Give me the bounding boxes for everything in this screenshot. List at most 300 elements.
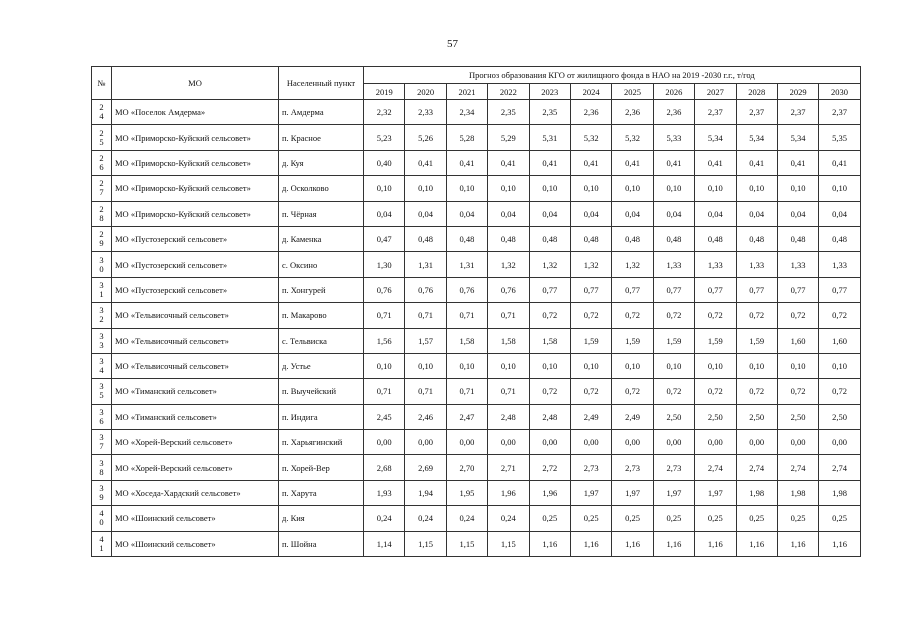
table-row <box>92 531 861 556</box>
value-cell: 0,10 <box>736 353 777 378</box>
mo-cell: МО «Пустозерский сельсовет» <box>112 277 279 302</box>
value-cell: 0,41 <box>405 150 446 175</box>
value-cell: 5,32 <box>612 125 653 150</box>
value-cell: 1,60 <box>819 328 860 353</box>
table-row <box>92 353 861 378</box>
value-cell: 0,04 <box>570 201 611 226</box>
value-cell: 0,00 <box>488 430 529 455</box>
value-cell: 1,33 <box>695 252 736 277</box>
value-cell: 1,16 <box>736 531 777 556</box>
settlement-cell: д. Осколково <box>279 176 364 201</box>
year-header-2022: 2022 <box>488 84 529 100</box>
value-cell: 0,41 <box>777 150 818 175</box>
value-cell: 1,15 <box>446 531 487 556</box>
settlement-cell: п. Амдерма <box>279 100 364 125</box>
mo-cell: МО «Тельвисочный сельсовет» <box>112 303 279 328</box>
value-cell: 0,48 <box>653 226 694 251</box>
value-cell: 0,48 <box>819 226 860 251</box>
value-cell: 1,15 <box>405 531 446 556</box>
row-number-digit: 2 <box>99 152 104 163</box>
value-cell: 2,32 <box>364 100 405 125</box>
value-cell: 0,10 <box>488 353 529 378</box>
row-number-digit: 5 <box>99 136 104 147</box>
value-cell: 0,48 <box>736 226 777 251</box>
year-header-2024: 2024 <box>570 84 611 100</box>
row-number-digit: 8 <box>99 466 104 477</box>
value-cell: 5,28 <box>446 125 487 150</box>
value-cell: 1,30 <box>364 252 405 277</box>
settlement-cell: с. Тельвиска <box>279 328 364 353</box>
table-row <box>92 277 861 302</box>
value-cell: 0,41 <box>570 150 611 175</box>
settlement-cell: п. Красное <box>279 125 364 150</box>
value-cell: 0,41 <box>612 150 653 175</box>
year-header-2027: 2027 <box>695 84 736 100</box>
value-cell: 2,74 <box>819 455 860 480</box>
value-cell: 1,16 <box>529 531 570 556</box>
value-cell: 1,97 <box>612 480 653 505</box>
value-cell: 1,56 <box>364 328 405 353</box>
value-cell: 1,32 <box>570 252 611 277</box>
value-cell: 2,34 <box>446 100 487 125</box>
table-row <box>92 201 861 226</box>
value-cell: 2,36 <box>612 100 653 125</box>
table-row <box>92 252 861 277</box>
value-cell: 1,96 <box>529 480 570 505</box>
value-cell: 1,32 <box>612 252 653 277</box>
table-row <box>92 328 861 353</box>
settlement-cell: д. Устье <box>279 353 364 378</box>
value-cell: 0,72 <box>653 379 694 404</box>
row-number <box>92 201 112 226</box>
value-cell: 2,45 <box>364 404 405 429</box>
value-cell: 0,04 <box>405 201 446 226</box>
value-cell: 1,58 <box>446 328 487 353</box>
value-cell: 2,74 <box>736 455 777 480</box>
row-number-digit: 3 <box>99 305 104 316</box>
row-number <box>92 150 112 175</box>
row-number-digit: 3 <box>99 406 104 417</box>
value-cell: 1,95 <box>446 480 487 505</box>
value-cell: 0,72 <box>570 379 611 404</box>
value-cell: 2,35 <box>529 100 570 125</box>
value-cell: 1,33 <box>819 252 860 277</box>
row-number-digit: 0 <box>99 263 104 274</box>
value-cell: 2,50 <box>695 404 736 429</box>
mo-cell: МО «Приморско-Куйский сельсовет» <box>112 150 279 175</box>
value-cell: 0,77 <box>777 277 818 302</box>
value-cell: 0,77 <box>529 277 570 302</box>
value-cell: 0,41 <box>529 150 570 175</box>
mo-cell: МО «Тиманский сельсовет» <box>112 379 279 404</box>
value-cell: 0,10 <box>612 353 653 378</box>
value-cell: 0,25 <box>529 506 570 531</box>
row-number-digit: 2 <box>99 229 104 240</box>
value-cell: 0,10 <box>736 176 777 201</box>
value-cell: 0,00 <box>777 430 818 455</box>
value-cell: 0,00 <box>446 430 487 455</box>
value-cell: 0,48 <box>488 226 529 251</box>
value-cell: 5,23 <box>364 125 405 150</box>
year-header-2025: 2025 <box>612 84 653 100</box>
value-cell: 0,48 <box>405 226 446 251</box>
year-header-2020: 2020 <box>405 84 446 100</box>
row-number <box>92 277 112 302</box>
value-cell: 0,76 <box>488 277 529 302</box>
value-cell: 1,94 <box>405 480 446 505</box>
table-row <box>92 100 861 125</box>
value-cell: 1,97 <box>653 480 694 505</box>
value-cell: 0,47 <box>364 226 405 251</box>
value-cell: 0,10 <box>488 176 529 201</box>
row-number-digit: 3 <box>99 432 104 443</box>
value-cell: 0,72 <box>653 303 694 328</box>
row-number-digit: 9 <box>99 238 104 249</box>
value-cell: 5,34 <box>736 125 777 150</box>
table-row <box>92 455 861 480</box>
value-cell: 0,10 <box>777 176 818 201</box>
value-cell: 0,40 <box>364 150 405 175</box>
row-number <box>92 379 112 404</box>
row-number-digit: 3 <box>99 279 104 290</box>
value-cell: 0,10 <box>364 176 405 201</box>
value-cell: 0,76 <box>405 277 446 302</box>
value-cell: 0,24 <box>446 506 487 531</box>
settlement-cell: п. Хорей-Вер <box>279 455 364 480</box>
value-cell: 0,72 <box>777 303 818 328</box>
value-cell: 1,16 <box>570 531 611 556</box>
mo-cell: МО «Приморско-Куйский сельсовет» <box>112 201 279 226</box>
value-cell: 0,71 <box>405 379 446 404</box>
settlement-cell: п. Харута <box>279 480 364 505</box>
row-number-digit: 7 <box>99 441 104 452</box>
value-cell: 1,33 <box>777 252 818 277</box>
value-cell: 0,71 <box>364 303 405 328</box>
table-body <box>92 100 861 557</box>
value-cell: 2,50 <box>777 404 818 429</box>
value-cell: 2,47 <box>446 404 487 429</box>
value-cell: 0,24 <box>405 506 446 531</box>
value-cell: 0,04 <box>777 201 818 226</box>
settlement-cell: д. Каменка <box>279 226 364 251</box>
year-header-2021: 2021 <box>446 84 487 100</box>
year-header-2019: 2019 <box>364 84 405 100</box>
col-header-settlement: Населенный пункт <box>279 67 364 100</box>
row-number-digit: 5 <box>99 390 104 401</box>
value-cell: 0,00 <box>405 430 446 455</box>
col-header-forecast: Прогноз образования КГО от жилищного фонда в НАО на 2019 -2030 г.г., т/год <box>364 67 861 84</box>
value-cell: 0,71 <box>488 379 529 404</box>
year-header-2028: 2028 <box>736 84 777 100</box>
row-number <box>92 100 112 125</box>
value-cell: 1,31 <box>405 252 446 277</box>
value-cell: 0,77 <box>819 277 860 302</box>
row-number-digit: 2 <box>99 127 104 138</box>
row-number-digit: 3 <box>99 356 104 367</box>
value-cell: 0,04 <box>364 201 405 226</box>
value-cell: 5,26 <box>405 125 446 150</box>
row-number <box>92 506 112 531</box>
table-row <box>92 506 861 531</box>
value-cell: 0,41 <box>488 150 529 175</box>
settlement-cell: д. Куя <box>279 150 364 175</box>
value-cell: 0,77 <box>612 277 653 302</box>
value-cell: 5,35 <box>819 125 860 150</box>
value-cell: 1,33 <box>653 252 694 277</box>
value-cell: 0,72 <box>736 379 777 404</box>
value-cell: 2,74 <box>777 455 818 480</box>
settlement-cell: с. Оксино <box>279 252 364 277</box>
settlement-cell: п. Выучейский <box>279 379 364 404</box>
table-row <box>92 150 861 175</box>
value-cell: 1,96 <box>488 480 529 505</box>
value-cell: 2,36 <box>653 100 694 125</box>
row-number-digit: 3 <box>99 483 104 494</box>
row-number-digit: 2 <box>99 102 104 113</box>
settlement-cell: п. Индига <box>279 404 364 429</box>
value-cell: 2,37 <box>736 100 777 125</box>
value-cell: 1,58 <box>529 328 570 353</box>
value-cell: 0,72 <box>529 379 570 404</box>
value-cell: 2,68 <box>364 455 405 480</box>
mo-cell: МО «Приморско-Куйский сельсовет» <box>112 176 279 201</box>
table-row <box>92 303 861 328</box>
year-header-2026: 2026 <box>653 84 694 100</box>
row-number <box>92 455 112 480</box>
value-cell: 0,10 <box>405 353 446 378</box>
value-cell: 1,59 <box>736 328 777 353</box>
value-cell: 5,29 <box>488 125 529 150</box>
value-cell: 0,41 <box>653 150 694 175</box>
year-header-2029: 2029 <box>777 84 818 100</box>
row-number-digit: 3 <box>99 457 104 468</box>
value-cell: 0,25 <box>736 506 777 531</box>
row-number <box>92 328 112 353</box>
col-header-number: № <box>92 67 112 100</box>
value-cell: 0,48 <box>612 226 653 251</box>
value-cell: 5,33 <box>653 125 694 150</box>
value-cell: 2,33 <box>405 100 446 125</box>
row-number-digit: 2 <box>99 314 104 325</box>
value-cell: 0,00 <box>529 430 570 455</box>
value-cell: 0,72 <box>529 303 570 328</box>
value-cell: 0,48 <box>695 226 736 251</box>
value-cell: 0,48 <box>777 226 818 251</box>
row-number-digit: 0 <box>99 517 104 528</box>
value-cell: 0,72 <box>819 379 860 404</box>
value-cell: 0,10 <box>570 353 611 378</box>
value-cell: 1,57 <box>405 328 446 353</box>
value-cell: 1,16 <box>653 531 694 556</box>
value-cell: 0,25 <box>570 506 611 531</box>
value-cell: 0,25 <box>819 506 860 531</box>
value-cell: 0,72 <box>695 303 736 328</box>
value-cell: 1,93 <box>364 480 405 505</box>
row-number <box>92 176 112 201</box>
value-cell: 5,32 <box>570 125 611 150</box>
value-cell: 1,98 <box>777 480 818 505</box>
value-cell: 1,16 <box>695 531 736 556</box>
value-cell: 2,49 <box>612 404 653 429</box>
value-cell: 2,50 <box>819 404 860 429</box>
row-number-digit: 8 <box>99 212 104 223</box>
value-cell: 0,10 <box>405 176 446 201</box>
value-cell: 2,35 <box>488 100 529 125</box>
value-cell: 0,72 <box>736 303 777 328</box>
row-number-digit: 2 <box>99 203 104 214</box>
value-cell: 0,24 <box>488 506 529 531</box>
row-number <box>92 480 112 505</box>
value-cell: 1,14 <box>364 531 405 556</box>
kgo-forecast-table <box>91 66 861 557</box>
value-cell: 0,77 <box>570 277 611 302</box>
settlement-cell: п. Шойна <box>279 531 364 556</box>
value-cell: 0,48 <box>529 226 570 251</box>
value-cell: 0,25 <box>777 506 818 531</box>
value-cell: 0,24 <box>364 506 405 531</box>
value-cell: 2,73 <box>570 455 611 480</box>
value-cell: 0,04 <box>488 201 529 226</box>
mo-cell: МО «Пустозерский сельсовет» <box>112 252 279 277</box>
value-cell: 0,04 <box>612 201 653 226</box>
value-cell: 0,00 <box>819 430 860 455</box>
row-number <box>92 226 112 251</box>
mo-cell: МО «Шоинский сельсовет» <box>112 531 279 556</box>
table-row <box>92 379 861 404</box>
value-cell: 0,00 <box>653 430 694 455</box>
value-cell: 0,04 <box>529 201 570 226</box>
value-cell: 1,33 <box>736 252 777 277</box>
value-cell: 0,10 <box>570 176 611 201</box>
table-row <box>92 480 861 505</box>
value-cell: 0,04 <box>819 201 860 226</box>
value-cell: 2,73 <box>653 455 694 480</box>
value-cell: 0,25 <box>653 506 694 531</box>
row-number-digit: 6 <box>99 415 104 426</box>
value-cell: 1,60 <box>777 328 818 353</box>
value-cell: 5,34 <box>695 125 736 150</box>
value-cell: 1,97 <box>570 480 611 505</box>
row-number-digit: 3 <box>99 254 104 265</box>
value-cell: 0,00 <box>570 430 611 455</box>
value-cell: 1,32 <box>529 252 570 277</box>
value-cell: 0,04 <box>653 201 694 226</box>
value-cell: 0,41 <box>446 150 487 175</box>
value-cell: 0,10 <box>819 353 860 378</box>
table-row <box>92 176 861 201</box>
value-cell: 0,72 <box>612 379 653 404</box>
value-cell: 0,72 <box>777 379 818 404</box>
value-cell: 1,59 <box>653 328 694 353</box>
row-number-digit: 4 <box>99 508 104 519</box>
value-cell: 0,10 <box>364 353 405 378</box>
value-cell: 0,00 <box>612 430 653 455</box>
value-cell: 0,41 <box>695 150 736 175</box>
settlement-cell: п. Макарово <box>279 303 364 328</box>
value-cell: 2,48 <box>488 404 529 429</box>
value-cell: 0,71 <box>364 379 405 404</box>
value-cell: 0,77 <box>695 277 736 302</box>
mo-cell: МО «Хоседа-Хардский сельсовет» <box>112 480 279 505</box>
table-row <box>92 226 861 251</box>
value-cell: 0,10 <box>777 353 818 378</box>
mo-cell: МО «Хорей-Верский сельсовет» <box>112 455 279 480</box>
value-cell: 2,70 <box>446 455 487 480</box>
row-number <box>92 404 112 429</box>
settlement-cell: п. Чёрная <box>279 201 364 226</box>
value-cell: 1,16 <box>612 531 653 556</box>
value-cell: 1,32 <box>488 252 529 277</box>
mo-cell: МО «Тиманский сельсовет» <box>112 404 279 429</box>
value-cell: 1,58 <box>488 328 529 353</box>
value-cell: 2,72 <box>529 455 570 480</box>
row-number-digit: 9 <box>99 492 104 503</box>
row-number-digit: 1 <box>99 288 104 299</box>
value-cell: 2,48 <box>529 404 570 429</box>
col-header-mo: МО <box>112 67 279 100</box>
row-number <box>92 430 112 455</box>
value-cell: 5,34 <box>777 125 818 150</box>
mo-cell: МО «Хорей-Верский сельсовет» <box>112 430 279 455</box>
value-cell: 2,36 <box>570 100 611 125</box>
value-cell: 0,72 <box>612 303 653 328</box>
row-number-digit: 6 <box>99 161 104 172</box>
row-number-digit: 1 <box>99 542 104 553</box>
value-cell: 2,50 <box>736 404 777 429</box>
row-number-digit: 2 <box>99 178 104 189</box>
value-cell: 2,73 <box>612 455 653 480</box>
value-cell: 0,00 <box>736 430 777 455</box>
value-cell: 0,10 <box>653 353 694 378</box>
value-cell: 2,50 <box>653 404 694 429</box>
mo-cell: МО «Тельвисочный сельсовет» <box>112 353 279 378</box>
value-cell: 1,97 <box>695 480 736 505</box>
row-number <box>92 125 112 150</box>
value-cell: 0,10 <box>612 176 653 201</box>
settlement-cell: п. Харьягинский <box>279 430 364 455</box>
value-cell: 0,04 <box>736 201 777 226</box>
value-cell: 0,04 <box>695 201 736 226</box>
value-cell: 5,31 <box>529 125 570 150</box>
value-cell: 0,77 <box>653 277 694 302</box>
value-cell: 0,77 <box>736 277 777 302</box>
value-cell: 0,48 <box>446 226 487 251</box>
settlement-cell: п. Хонгурей <box>279 277 364 302</box>
value-cell: 2,49 <box>570 404 611 429</box>
settlement-cell: д. Кия <box>279 506 364 531</box>
mo-cell: МО «Пустозерский сельсовет» <box>112 226 279 251</box>
row-number-digit: 3 <box>99 339 104 350</box>
value-cell: 0,25 <box>695 506 736 531</box>
value-cell: 1,59 <box>612 328 653 353</box>
value-cell: 0,72 <box>695 379 736 404</box>
value-cell: 2,46 <box>405 404 446 429</box>
page-number: 57 <box>447 38 458 50</box>
value-cell: 0,72 <box>570 303 611 328</box>
value-cell: 0,10 <box>446 176 487 201</box>
value-cell: 0,10 <box>446 353 487 378</box>
value-cell: 2,69 <box>405 455 446 480</box>
value-cell: 0,71 <box>446 303 487 328</box>
row-number-digit: 3 <box>99 330 104 341</box>
year-header-2030: 2030 <box>819 84 860 100</box>
value-cell: 0,41 <box>819 150 860 175</box>
value-cell: 1,16 <box>777 531 818 556</box>
value-cell: 0,10 <box>819 176 860 201</box>
row-number <box>92 303 112 328</box>
table-row <box>92 430 861 455</box>
value-cell: 1,98 <box>736 480 777 505</box>
